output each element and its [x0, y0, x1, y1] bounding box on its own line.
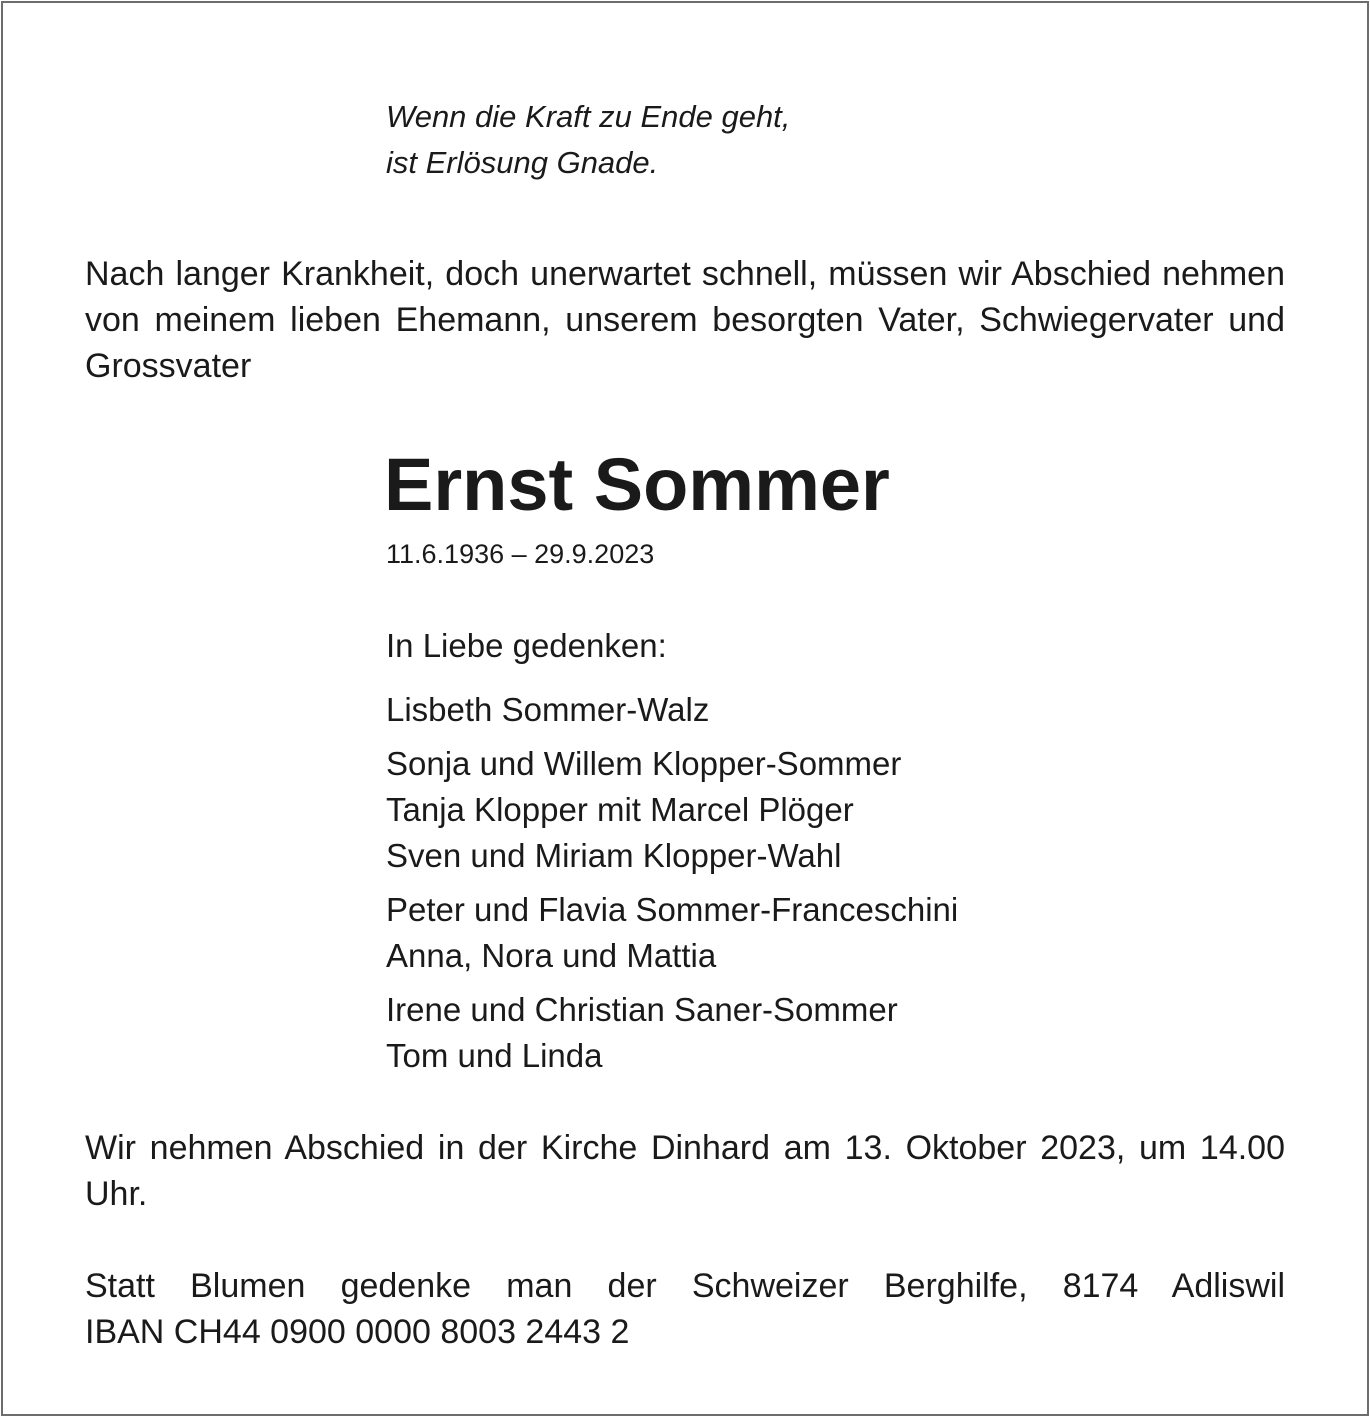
- donation-info: [85, 1263, 1285, 1355]
- mourner-group: [386, 887, 958, 979]
- mourner-line: Sonja und Willem Klopper-Sommer: [386, 745, 902, 782]
- mourner-group: [386, 687, 958, 733]
- motto-line-1: Wenn die Kraft zu Ende geht,: [386, 99, 791, 134]
- life-dates: 11.6.1936 – 29.9.2023: [386, 539, 655, 569]
- donation-line-1: Statt Blumen gedenke man der Schweizer Berghilfe, 8174 Adliswil: [85, 1267, 1285, 1305]
- mourner-line: Peter und Flavia Sommer-Franceschini: [386, 891, 959, 928]
- mourner-line: Anna, Nora und Mattia: [386, 937, 717, 974]
- intro-paragraph: Nach langer Krankheit, doch unerwartet schnell, müssen wir Abschied nehmen von meinem lieben Ehemann, unserem besorgten Vater, Schwiegervater und Grossvater: [85, 255, 1285, 385]
- mourner-line: Lisbeth Sommer-Walz: [386, 691, 710, 728]
- mourner-group: [386, 741, 958, 879]
- mourner-line: Irene und Christian Saner-Sommer: [386, 991, 898, 1028]
- deceased-name: Ernst Sommer: [384, 443, 890, 526]
- motto-line-2: ist Erlösung Gnade.: [386, 145, 659, 180]
- motto-quote: [386, 94, 790, 186]
- mourners-heading: In Liebe gedenken:: [386, 627, 667, 664]
- mourner-group: [386, 987, 958, 1079]
- mourner-line: Sven und Miriam Klopper-Wahl: [386, 837, 842, 874]
- mourner-line: Tom und Linda: [386, 1037, 603, 1074]
- mourner-line: Tanja Klopper mit Marcel Plöger: [386, 791, 854, 828]
- mourners-section: [386, 623, 958, 1087]
- donation-iban: IBAN CH44 0900 0000 8003 2443 2: [85, 1313, 630, 1351]
- service-info: Wir nehmen Abschied in der Kirche Dinhard am 13. Oktober 2023, um 14.00 Uhr.: [85, 1129, 1285, 1213]
